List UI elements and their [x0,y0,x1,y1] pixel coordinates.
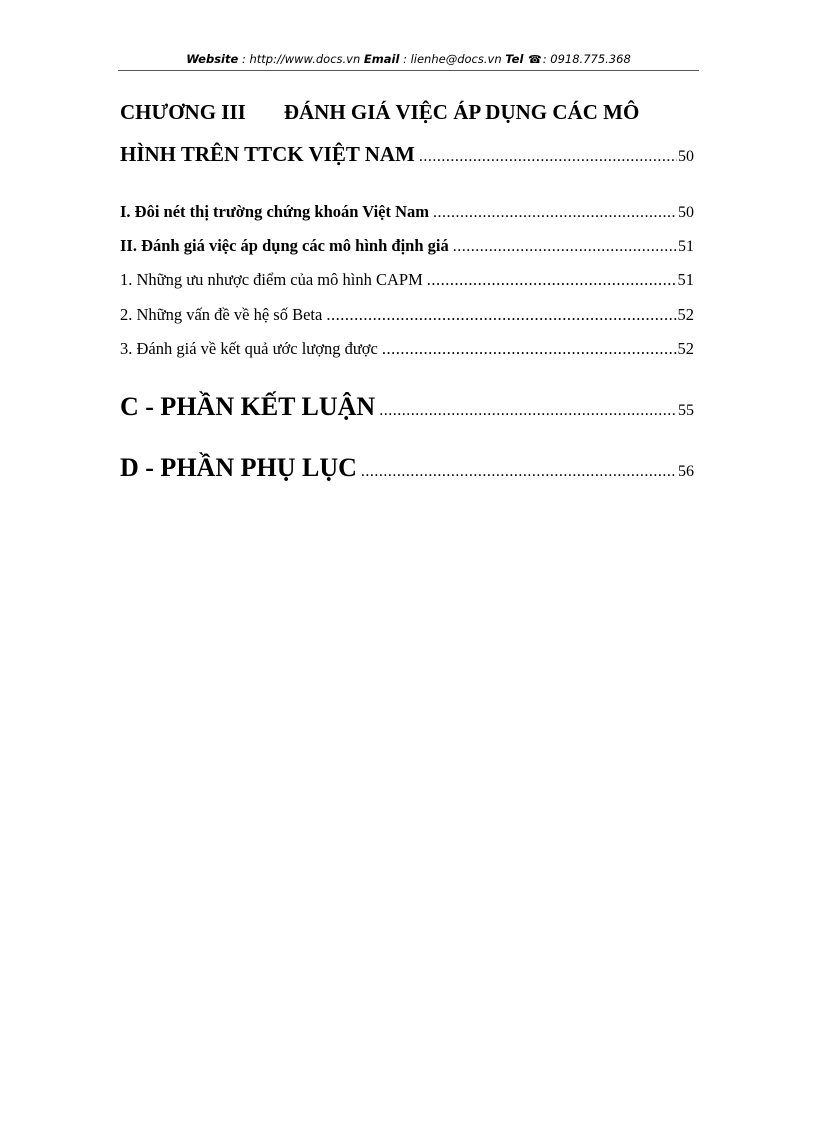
toc-entry-section-1[interactable] [120,202,694,222]
toc-entry-title: 1. Những ưu nhược điểm của mô hình CAPM [120,270,423,289]
toc-entry-item-2[interactable] [120,305,694,325]
email-value[interactable]: : lienhe@docs.vn [403,52,502,66]
tel-value: : 0918.775.368 [542,52,631,66]
toc-entry-item-3[interactable] [120,339,694,359]
toc-entry-title: II. Đánh giá việc áp dụng các mô hình định giá [120,236,449,255]
page-number: 51 [678,238,694,255]
dot-leader [326,305,676,325]
page-number: 55 [678,402,694,419]
dot-leader [419,148,677,166]
toc-entry-part-c[interactable] [120,392,694,422]
website-value[interactable]: : http://www.docs.vn [241,52,361,66]
toc-entry-section-2[interactable] [120,236,694,256]
toc-entry-title: I. Đôi nét thị trường chứng khoán Việt Nam [120,202,430,221]
toc-entry-part-d[interactable] [120,453,694,483]
toc-entry-chapter[interactable] [120,142,694,167]
toc-entry-title: 3. Đánh giá về kết quả ước lượng được [120,339,378,358]
dot-leader [427,270,677,290]
website-label: Website [186,52,239,66]
page-number: 51 [677,270,694,289]
tel-label: Tel [505,52,524,66]
page-number: 52 [677,305,694,324]
page-number: 50 [678,148,694,165]
page-number: 56 [678,463,694,480]
toc-entry-item-1[interactable] [120,270,694,290]
chapter-heading [120,100,639,125]
chapter-label: CHƯƠNG III [120,100,246,124]
chapter-title-line2: HÌNH TRÊN TTCK VIỆT NAM [120,142,415,166]
dot-leader [433,204,677,222]
dot-leader [379,402,677,420]
dot-leader [453,238,677,256]
phone-icon: ☎ [528,53,542,66]
toc-entry-title: D - PHẦN PHỤ LỤC [120,453,357,482]
dot-leader [382,339,677,359]
email-label: Email [363,52,400,66]
page-number: 52 [677,339,694,358]
page-header [118,50,699,71]
dot-leader [361,463,677,481]
page-number: 50 [678,204,694,221]
toc-entry-title: C - PHẦN KẾT LUẬN [120,392,376,421]
toc-entry-title: 2. Những vấn đề về hệ số Beta [120,305,323,324]
chapter-title-line1: ĐÁNH GIÁ VIỆC ÁP DỤNG CÁC MÔ [283,100,640,124]
